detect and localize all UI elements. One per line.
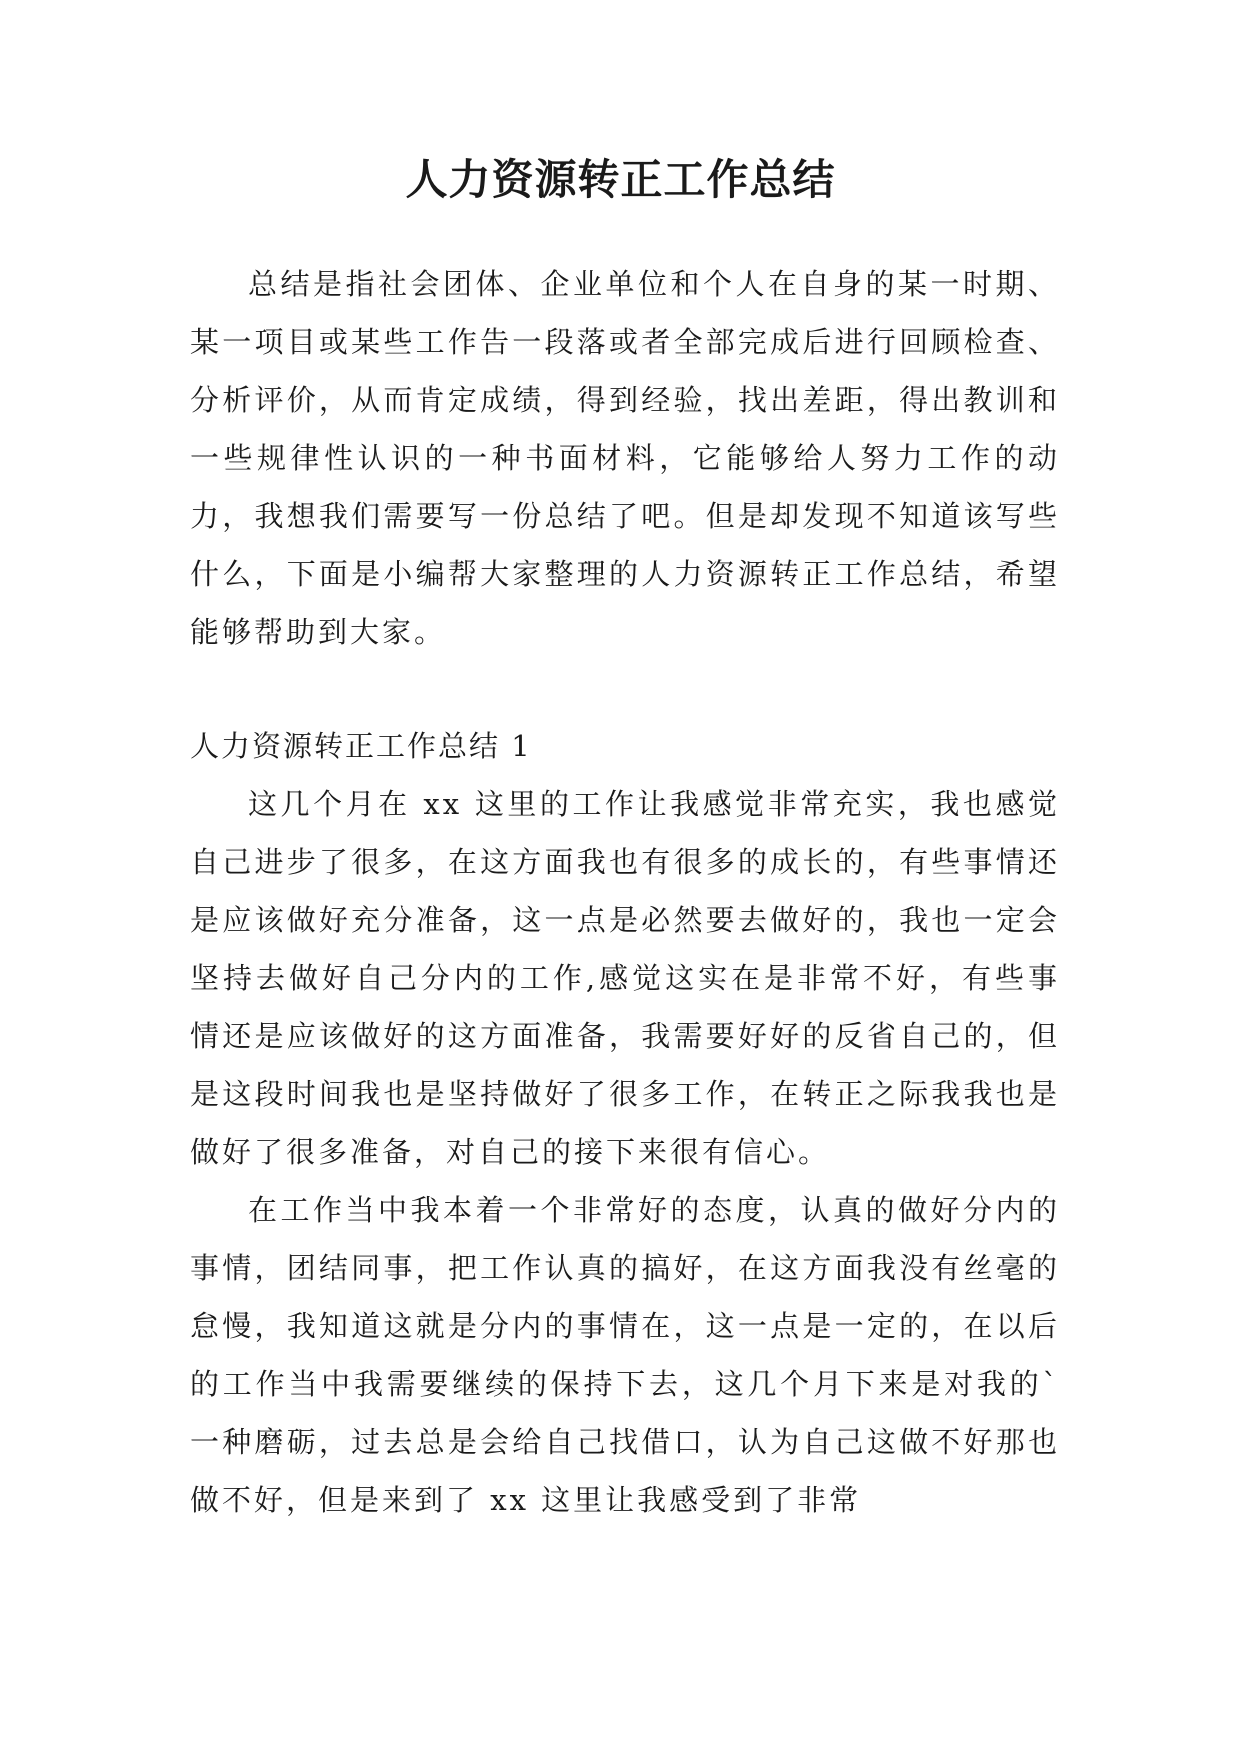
- section-heading: 人力资源转正工作总结 1: [190, 729, 532, 763]
- body-paragraph: 在工作当中我本着一个非常好的态度，认真的做好分内的事情，团结同事，把工作认真的搞好，在这方面我没有丝毫的怠慢，我知道这就是分内的事情在，这一点是一定的，在以后的工作当中我需要继续的保持下去，这几个月下来是对我的`一种磨砺，过去总是会给自己找借口，认为自己这做不好那也做不好，但是来到了 xx 这里让我感受到了非常: [190, 1193, 1060, 1517]
- document-body: [190, 255, 1060, 1529]
- intro-paragraph: 总结是指社会团体、企业单位和个人在自身的某一时期、某一项目或某些工作告一段落或者全部完成后进行回顾检查、分析评价，从而肯定成绩，得到经验，找出差距，得出教训和一些规律性认识的一种书面材料，它能够给人努力工作的动力，我想我们需要写一份总结了吧。但是却发现不知道该写些什么，下面是小编帮大家整理的人力资源转正工作总结，希望能够帮助到大家。: [190, 267, 1060, 649]
- body-paragraph: 这几个月在 xx 这里的工作让我感觉非常充实，我也感觉自己进步了很多，在这方面我也有很多的成长的，有些事情还是应该做好充分准备，这一点是必然要去做好的，我也一定会坚持去做好自己分内的工作,感觉这实在是非常不好，有些事情还是应该做好的这方面准备，我需要好好的反省自己的，但是这段时间我也是坚持做好了很多工作，在转正之际我我也是做好了很多准备，对自己的接下来很有信心。: [190, 787, 1060, 1169]
- document-title: 人力资源转正工作总结: [405, 155, 836, 204]
